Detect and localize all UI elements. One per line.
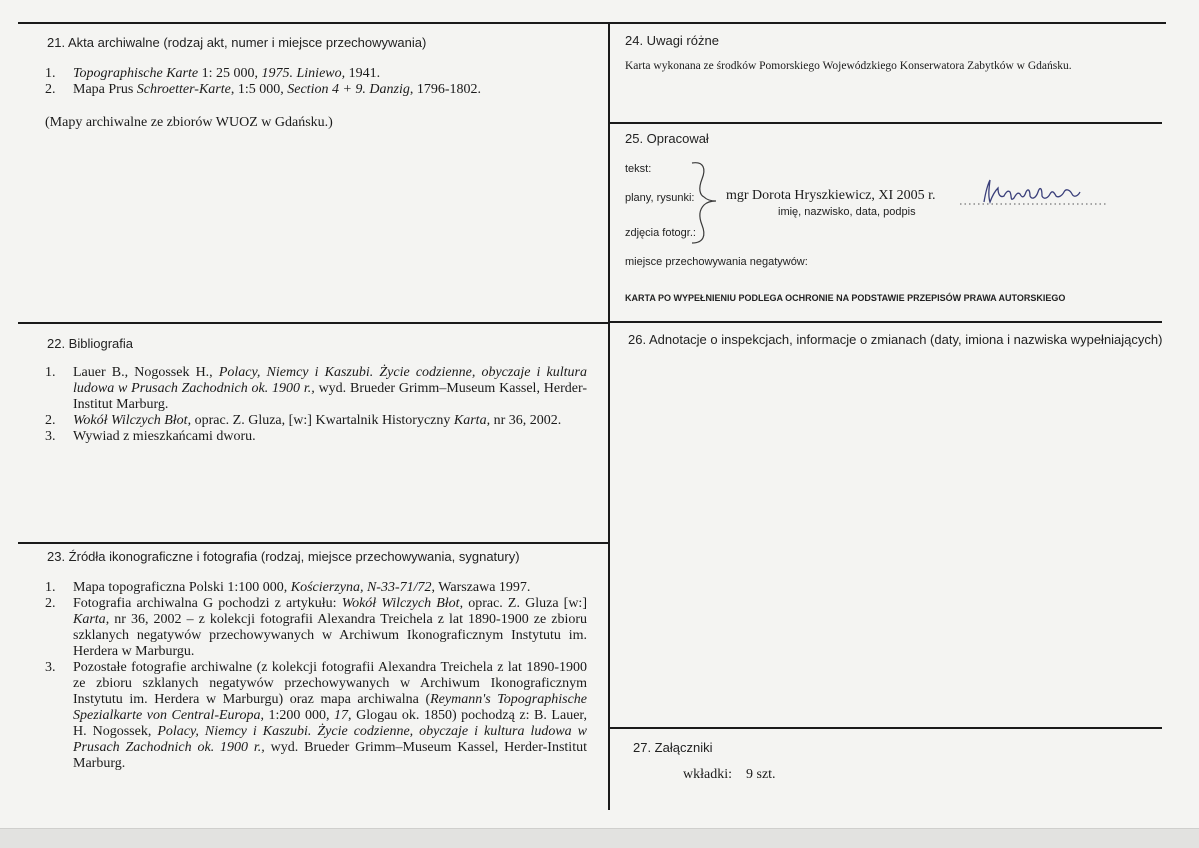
label-tekst: tekst: <box>625 163 652 175</box>
section-24-text: Karta wykonana ze środków Pomorskiego Wojewódzkiego Konserwatora Zabytków w Gdańsku. <box>625 60 1072 72</box>
divider-25-26 <box>608 321 1162 323</box>
signature-icon <box>960 176 1110 210</box>
list-item: 1. Mapa topograficzna Polski 1:100 000, Kościerzyna, N-33-71/72, Warszawa 1997. <box>45 580 531 595</box>
list-item: 3. Pozostałe fotografie archiwalne (z kolekcji fotografii Alexandra Treichela z lat 1890-1900 ze zbioru szklanych negatywów przechowywanych w Archiwum Ikonograficznym Instytutu im. Herdera w Marburgu) oraz mapa archiwalna (Reymann's Topographische Spezialkarte von Central-Europa, 1:200 000, 17, Glogau ok. 1850) pochodzą z: B. Lauer, H. Nogossek, Polacy, Niemcy i Kaszubi. Życie codzienne, obyczaje i kultura ludowa w Prusach Zachodnich ok. 1900 r., wyd. Brueder Grimm–Museum Kassel, Herder-Institut Marburg. <box>45 660 588 771</box>
label-zdjecia: zdjęcia fotogr.: <box>625 227 696 239</box>
label-plany-rysunki: plany, rysunki: <box>625 192 695 204</box>
divider-24-25 <box>608 122 1162 124</box>
list-item: 2. Mapa Prus Schroetter-Karte, 1:5 000, Section 4 + 9. Danzig, 1796-1802. <box>45 82 482 97</box>
section-23-heading: 23. Źródła ikonograficzne i fotografia (rodzaj, miejsce przechowywania, sygnatury) <box>47 549 520 564</box>
section-22-list <box>45 365 587 445</box>
section-27-heading: 27. Załączniki <box>633 740 713 755</box>
list-item: 2. Fotografia archiwalna G pochodzi z artykułu: Wokół Wilczych Błot, oprac. Z. Gluza [w:] Karta, nr 36, 2002 – z kolekcji fotografii Alexandra Treichela z lat 1890-1900 ze zbioru szklanych negatywów przechowywanych w Archiwum Ikonograficznym Instytutu im. Herdera w Marburgu. <box>45 596 587 659</box>
list-item: 2. Wokół Wilczych Błot, oprac. Z. Gluza, [w:] Kwartalnik Historyczny Karta, nr 36, 2002. <box>45 413 562 428</box>
list-item: 3. Wywiad z mieszkańcami dworu. <box>45 429 256 444</box>
top-border-line <box>18 22 1166 24</box>
scan-bottom-edge <box>0 828 1199 848</box>
attachments-value: 9 szt. <box>746 767 776 782</box>
copyright-notice: KARTA PO WYPEŁNIENIU PODLEGA OCHRONIE NA PODSTAWIE PRZEPISÓW PRAWA AUTORSKIEGO <box>625 293 1066 303</box>
section-21-heading: 21. Akta archiwalne (rodzaj akt, numer i miejsce przechowywania) <box>47 35 427 50</box>
list-item: 1. Topographische Karte 1: 25 000, 1975. Liniewo, 1941. <box>45 66 381 81</box>
divider-21-22 <box>18 322 610 324</box>
section-21-note: (Mapy archiwalne ze zbiorów WUOZ w Gdańsku.) <box>45 115 333 130</box>
section-22-heading: 22. Bibliografia <box>47 336 133 351</box>
section-24-heading: 24. Uwagi różne <box>625 33 719 48</box>
section-23-list <box>45 580 587 772</box>
label-miejsce-negatywow: miejsce przechowywania negatywów: <box>625 256 808 268</box>
divider-22-23 <box>18 542 610 544</box>
author-name: mgr Dorota Hryszkiewicz, XI 2005 r. <box>726 188 936 203</box>
center-divider-line <box>608 22 610 810</box>
attachments-label: wkładki: <box>683 767 732 782</box>
section-25-heading: 25. Opracował <box>625 131 709 146</box>
section-21-list <box>45 66 585 98</box>
list-item: 1. Lauer B., Nogossek H., Polacy, Niemcy i Kaszubi. Życie codzienne, obyczaje i kultura ludowa w Prusach Zachodnich ok. 1900 r., wyd. Brueder Grimm–Museum Kassel, Herder-Institut Marburg. <box>45 365 587 412</box>
divider-26-27 <box>608 727 1162 729</box>
curly-brace-icon <box>686 157 722 247</box>
section-26-heading: 26. Adnotacje o inspekcjach, informacje o zmianach (daty, imiona i nazwiska wypełniających) <box>628 332 1163 347</box>
author-caption: imię, nazwisko, data, podpis <box>778 206 916 218</box>
